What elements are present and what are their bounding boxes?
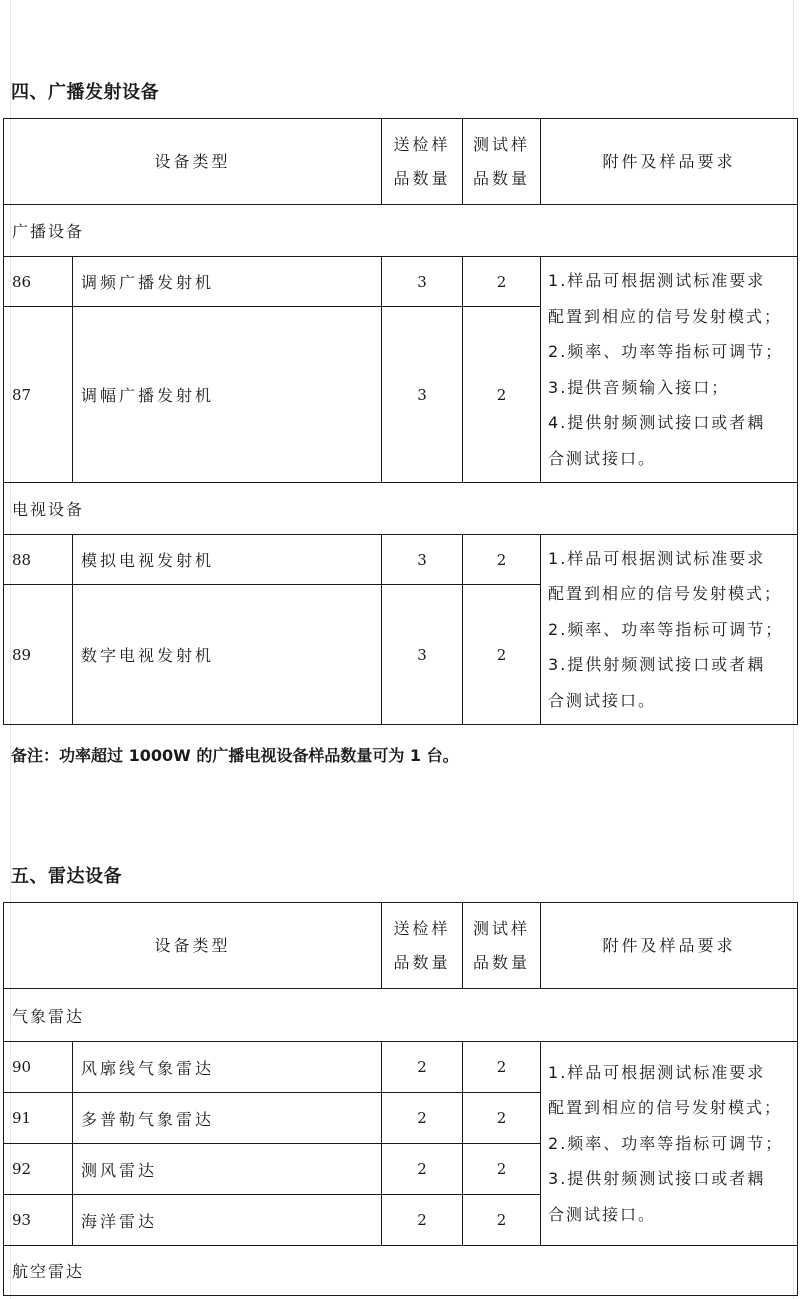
requirements-cell: 1.样品可根据测试标准要求 配置到相应的信号发射模式； 2.频率、功率等指标可调节； 3.提供射频测试接口或者耦 合测试接口。 (541, 1042, 798, 1246)
item-submit-qty: 3 (382, 535, 463, 585)
item-number: 86 (4, 257, 73, 307)
item-number: 90 (4, 1042, 73, 1093)
item-name: 模拟电视发射机 (73, 535, 382, 585)
item-number: 87 (4, 307, 73, 483)
item-name: 海洋雷达 (73, 1195, 382, 1246)
header-submit-qty: 送检样 品数量 (382, 119, 463, 205)
item-submit-qty: 3 (382, 257, 463, 307)
category-row (4, 989, 798, 1042)
power-note: 备注：功率超过 1000W 的广播电视设备样品数量可为 1 台。 (11, 746, 459, 765)
category-label: 航空雷达 (4, 1246, 798, 1296)
table-row (4, 257, 798, 307)
item-submit-qty: 2 (382, 1093, 463, 1144)
item-test-qty: 2 (463, 1093, 541, 1144)
item-test-qty: 2 (463, 585, 541, 725)
radar-equipment-table (3, 902, 798, 1296)
item-name: 调频广播发射机 (73, 257, 382, 307)
table-header-row (4, 119, 798, 205)
item-test-qty: 2 (463, 1144, 541, 1195)
item-test-qty: 2 (463, 257, 541, 307)
item-number: 91 (4, 1093, 73, 1144)
item-number: 93 (4, 1195, 73, 1246)
item-test-qty: 2 (463, 1195, 541, 1246)
item-test-qty: 2 (463, 1042, 541, 1093)
item-name: 调幅广播发射机 (73, 307, 382, 483)
item-submit-qty: 2 (382, 1144, 463, 1195)
category-label: 电视设备 (4, 483, 798, 535)
table-header-row (4, 903, 798, 989)
header-test-qty: 测试样 品数量 (463, 903, 541, 989)
broadcast-equipment-table (3, 118, 798, 725)
table-row (4, 535, 798, 585)
category-row (4, 483, 798, 535)
item-test-qty: 2 (463, 535, 541, 585)
requirements-cell: 1.样品可根据测试标准要求 配置到相应的信号发射模式； 2.频率、功率等指标可调节； 3.提供音频输入接口； 4.提供射频测试接口或者耦 合测试接口。 (541, 257, 798, 483)
header-submit-qty: 送检样 品数量 (382, 903, 463, 989)
item-name: 数字电视发射机 (73, 585, 382, 725)
item-number: 89 (4, 585, 73, 725)
item-submit-qty: 3 (382, 585, 463, 725)
item-number: 92 (4, 1144, 73, 1195)
header-device-type: 设备类型 (4, 119, 382, 205)
section-title-broadcast: 四、广播发射设备 (11, 82, 159, 103)
item-name: 风廓线气象雷达 (73, 1042, 382, 1093)
table-row (4, 1042, 798, 1093)
item-number: 88 (4, 535, 73, 585)
category-row (4, 1246, 798, 1296)
header-requirements: 附件及样品要求 (541, 119, 798, 205)
category-label: 气象雷达 (4, 989, 798, 1042)
category-row (4, 205, 798, 257)
header-requirements: 附件及样品要求 (541, 903, 798, 989)
item-name: 测风雷达 (73, 1144, 382, 1195)
category-label: 广播设备 (4, 205, 798, 257)
item-name: 多普勒气象雷达 (73, 1093, 382, 1144)
item-submit-qty: 3 (382, 307, 463, 483)
item-submit-qty: 2 (382, 1042, 463, 1093)
item-test-qty: 2 (463, 307, 541, 483)
header-device-type: 设备类型 (4, 903, 382, 989)
section-title-radar: 五、雷达设备 (11, 866, 122, 887)
header-test-qty: 测试样 品数量 (463, 119, 541, 205)
requirements-cell: 1.样品可根据测试标准要求 配置到相应的信号发射模式； 2.频率、功率等指标可调节； 3.提供射频测试接口或者耦 合测试接口。 (541, 535, 798, 725)
item-submit-qty: 2 (382, 1195, 463, 1246)
